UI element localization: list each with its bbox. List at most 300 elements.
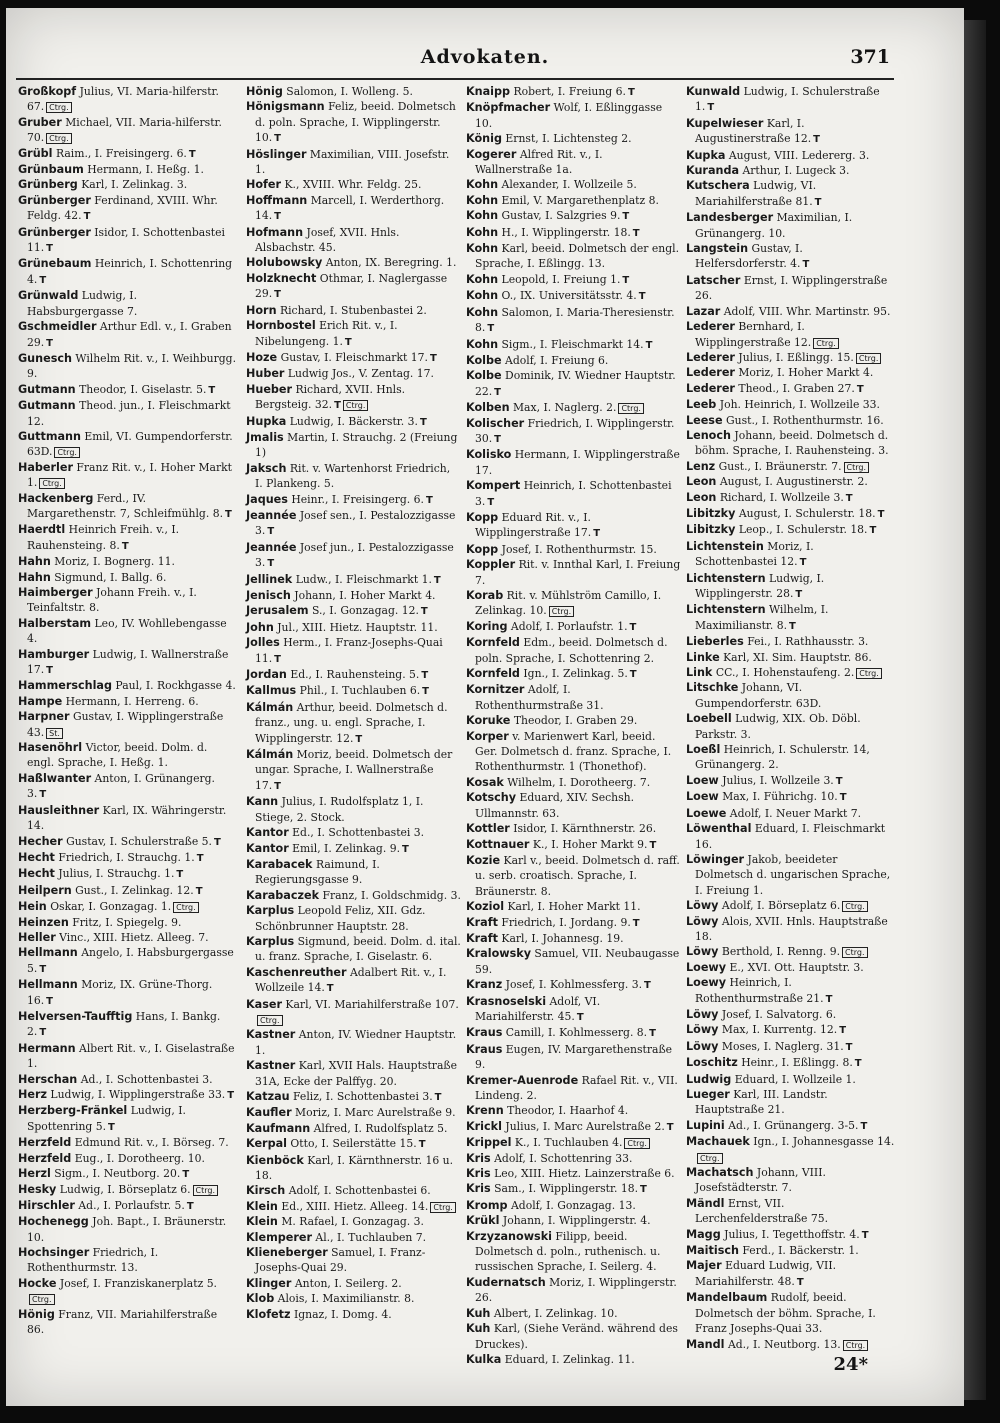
entry-details: Johann, I. Hoher Markt 4. <box>294 589 436 602</box>
entry-surname: Klofetz <box>246 1307 291 1321</box>
entry-details: August, I. Schulerstr. 18. <box>738 506 876 520</box>
directory-entry <box>246 1058 461 1089</box>
entry-details: Julius, I. Eßlingg. 15. <box>738 350 854 364</box>
directory-entry <box>246 857 461 888</box>
entry-details: Emil, VI. Gumpendorferstr. 63D. <box>27 429 233 459</box>
directory-entry <box>18 803 236 834</box>
telephone-mark: T <box>344 336 352 348</box>
entry-surname: Kálmán <box>246 748 294 762</box>
entry-surname: Kallmus <box>246 684 297 698</box>
entry-surname: Koppler <box>466 558 516 572</box>
directory-entry <box>18 945 236 977</box>
directory-entry <box>686 116 896 148</box>
entry-surname: Hellmann <box>18 946 78 960</box>
entry-details: Wilhelm, I. Dorotheerg. 7. <box>507 775 651 789</box>
entry-surname: Klieneberger <box>246 1246 328 1260</box>
directory-entry <box>466 1119 681 1135</box>
directory-entry <box>18 930 236 945</box>
entry-surname: Lueger <box>686 1088 730 1101</box>
entry-details: CC., I. Hohenstaufeng. 2. <box>715 666 855 680</box>
entry-surname: Kohn <box>466 337 499 351</box>
entry-surname: Kris <box>466 1167 491 1181</box>
directory-entry <box>466 713 681 728</box>
entry-surname: Hesky <box>18 1183 57 1197</box>
directory-entry <box>466 931 681 946</box>
entry-surname: Hammerschlag <box>18 679 112 693</box>
telephone-mark: T <box>860 1120 868 1132</box>
directory-entry <box>466 666 681 682</box>
entry-details: Ferd., IV. Margarethenstr. 7, Schleifmühlg. 8. <box>27 491 224 520</box>
entry-surname: Kuh <box>466 1306 491 1320</box>
entry-details: Otto, I. Seilerstätte 15. <box>290 1137 417 1151</box>
directory-entry <box>18 429 236 460</box>
entry-surname: Link <box>686 666 713 680</box>
entry-details: Adolf, I. Neuer Markt 7. <box>729 806 862 820</box>
entry-surname: Linke <box>686 650 720 664</box>
entry-surname: Hein <box>18 900 47 914</box>
telephone-mark: T <box>422 686 429 698</box>
entry-details: Gustav, I. Helfersdorferstr. 4. <box>695 242 803 271</box>
entry-surname: Kantor <box>246 826 289 840</box>
entry-details: Karl, XVII Hals. Hauptstraße 31A, Ecke der Palffyg. 20. <box>255 1059 458 1088</box>
entry-details: Emil, V. Margarethenplatz 8. <box>501 193 659 207</box>
registry-badge: Ctrg. <box>842 947 868 958</box>
entry-surname: Machatsch <box>686 1166 754 1180</box>
directory-entry <box>246 572 461 588</box>
entry-surname: Heilpern <box>18 883 72 897</box>
entry-surname: Kraus <box>466 1026 503 1040</box>
entry-surname: Kolbe <box>466 353 502 367</box>
registry-badge: Ctrg. <box>842 901 868 912</box>
entry-surname: Kupka <box>686 148 726 162</box>
directory-entry <box>686 459 896 474</box>
entry-surname: Hueber <box>246 382 293 396</box>
entry-details: Ad., I. Grünangerg. 3-5. <box>728 1118 859 1132</box>
telephone-mark: T <box>108 1121 115 1133</box>
directory-entry <box>686 241 896 273</box>
directory-entry <box>686 148 896 163</box>
directory-entry <box>246 99 461 146</box>
telephone-mark: T <box>861 1229 869 1241</box>
directory-entry <box>686 506 896 522</box>
entry-details: Josef jun., I. Pestalozzigasse 3. <box>255 540 454 570</box>
directory-entry <box>686 1072 896 1087</box>
entry-details: Ferd., I. Bäckerstr. 1. <box>742 1244 859 1258</box>
directory-entry <box>18 522 236 554</box>
telephone-mark: T <box>813 134 820 146</box>
entry-surname: Kolischer <box>466 416 525 430</box>
telephone-mark: T <box>326 983 334 995</box>
entry-surname: Hasenöhrl <box>18 741 83 755</box>
entry-details: Isidor, I. Kärnthnerstr. 26. <box>513 822 657 836</box>
entry-details: Herm., I. Franz-Josephs-Quai 11. <box>255 636 443 665</box>
entry-surname: Kremer-Auenrode <box>466 1073 579 1087</box>
entry-surname: Klob <box>246 1292 275 1306</box>
entry-details: Leo, XIII. Hietz. Lainzerstraße 6. <box>494 1167 675 1181</box>
entry-surname: Hampe <box>18 694 63 708</box>
entry-surname: Katzau <box>246 1090 290 1103</box>
entry-details: Al., I. Tuchlauben 7. <box>315 1230 427 1244</box>
telephone-mark: T <box>877 508 885 520</box>
telephone-mark: T <box>39 1027 47 1039</box>
entry-details: Oskar, I. Gonzagag. 1. <box>50 900 172 914</box>
registry-badge: Ctrg. <box>813 338 839 349</box>
directory-entry <box>686 806 896 821</box>
entry-details: Marcell, I. Werderthorg. 14. <box>255 193 445 223</box>
entry-surname: Kraft <box>466 915 498 929</box>
registry-badge: Ctrg. <box>343 400 369 411</box>
directory-entry <box>246 193 461 225</box>
directory-entry <box>246 147 461 178</box>
entry-surname: Langstein <box>686 242 749 256</box>
entry-details: Jakob, beeideter Dolmetsch d. ungarischen Sprache, I. Freiung 1. <box>695 852 891 897</box>
entry-surname: Hamburger <box>18 647 90 661</box>
entry-surname: Kopp <box>466 510 499 524</box>
directory-entry <box>686 381 896 397</box>
directory-entry <box>686 634 896 649</box>
entry-details: Wilhelm, I. Maximilianstr. 8. <box>695 603 829 632</box>
directory-entry <box>18 382 236 398</box>
entry-details: Moriz, I. Marc Aurelstraße 9. <box>295 1106 456 1120</box>
directory-entry <box>246 1276 461 1291</box>
entry-surname: Kuh <box>466 1322 491 1336</box>
telephone-mark: T <box>267 526 275 538</box>
telephone-mark: T <box>196 852 204 864</box>
entry-details: H., I. Wipplingerstr. 18. <box>501 225 631 239</box>
directory-entry <box>246 303 461 318</box>
entry-surname: Grünebaum <box>18 257 92 271</box>
entry-details: Ad., I. Neutborg. 13. <box>727 1337 841 1351</box>
entry-details: Moriz, I. Wipplingerstr. 26. <box>475 1275 677 1305</box>
telephone-mark: T <box>213 836 221 848</box>
directory-entry <box>686 1055 896 1071</box>
directory-entry <box>686 742 896 773</box>
entry-details: Michael, VII. Maria-hilferstr. 70. <box>27 115 222 145</box>
directory-entry <box>18 1072 236 1087</box>
entry-details: Adolf, I. Börseplatz 6. <box>721 899 841 913</box>
directory-entry <box>18 1041 236 1072</box>
entry-details: Moriz, IX. Grüne-Thorg. 16. <box>27 978 213 1007</box>
entry-surname: Kuranda <box>686 164 740 178</box>
entry-details: Johann, VI. Gumpendorferstr. 63D. <box>695 681 822 710</box>
telephone-mark: T <box>845 1041 853 1053</box>
entry-surname: Korab <box>466 589 504 602</box>
entry-details: Maximilian, I. Grünangerg. 10. <box>695 211 853 240</box>
entry-details: Franz, VII. Mariahilferstraße 86. <box>27 1307 218 1337</box>
telephone-mark: T <box>274 133 281 145</box>
entry-details: Karl, XI. Sim. Hauptstr. 86. <box>723 650 872 664</box>
entry-surname: Jmalis <box>246 430 284 444</box>
entry-details: Ign., I. Zelinkag. 5. <box>523 667 628 681</box>
entry-surname: Herschan <box>18 1072 78 1086</box>
telephone-mark: T <box>419 416 427 428</box>
entry-surname: Hoze <box>246 350 278 364</box>
directory-entry <box>18 1245 236 1276</box>
entry-surname: Leon <box>686 475 717 489</box>
directory-entry <box>18 398 236 429</box>
entry-details: Karl, I. Zelinkag. 3. <box>81 178 188 192</box>
entry-details: Joh. Heinrich, I. Wollzeile 33. <box>719 398 880 412</box>
directory-entry <box>466 177 681 192</box>
entry-details: Salomon, I. Wolleng. 5. <box>286 85 413 98</box>
entry-surname: Jaques <box>246 492 288 506</box>
directory-entry <box>686 474 896 489</box>
entry-surname: Krippel <box>466 1136 512 1150</box>
registry-badge: Ctrg. <box>549 606 575 617</box>
directory-entry <box>466 977 681 993</box>
directory-entry <box>466 1135 681 1150</box>
telephone-mark: T <box>274 653 281 665</box>
entry-details: Ad., I. Schottenbastei 3. <box>80 1072 213 1086</box>
directory-entry <box>246 350 461 366</box>
entry-details: Ludwig Jos., V. Zentag. 17. <box>287 367 434 381</box>
directory-entry <box>18 146 236 162</box>
entry-surname: Heller <box>18 930 56 944</box>
entry-surname: Löwinger <box>686 852 745 866</box>
directory-entry <box>686 1227 896 1243</box>
directory-entry <box>246 1136 461 1152</box>
directory-entry <box>466 682 681 713</box>
telephone-mark: T <box>814 196 822 208</box>
entry-surname: Löwy <box>686 945 719 959</box>
directory-entry <box>686 852 896 898</box>
directory-entry <box>246 540 461 572</box>
entry-surname: Jolles <box>246 636 280 650</box>
entry-details: Karl v., beeid. Dolmetsch d. raff. u. serb. croatisch. Sprache, I. Bräunerstr. 8. <box>475 853 680 898</box>
directory-entry <box>246 177 461 192</box>
entry-details: Gust., I. Bräunerstr. 7. <box>718 459 842 473</box>
entry-details: August, I. Augustinerstr. 2. <box>719 475 868 489</box>
telephone-mark: T <box>856 383 864 395</box>
telephone-mark: T <box>420 606 428 618</box>
directory-entry <box>466 84 681 100</box>
telephone-mark: T <box>640 1184 647 1196</box>
telephone-mark: T <box>46 665 53 677</box>
entry-details: K., I. Tuchlauben 4. <box>514 1136 623 1150</box>
entry-details: Camill, I. Kohlmesserg. 8. <box>505 1026 648 1040</box>
telephone-mark: T <box>854 1058 862 1070</box>
entry-surname: Litschke <box>686 681 739 695</box>
entry-details: Hermann, I. Wipplingerstraße 17. <box>475 448 680 477</box>
entry-details: Adalbert Rit. v., I. Wollzeile 14. <box>255 965 447 995</box>
entry-surname: Halberstam <box>18 616 92 630</box>
entry-details: Sigmund, beeid. Dolm. d. ital. u. franz. Sprache, I. Giselastr. 6. <box>255 934 461 964</box>
directory-entry <box>686 975 896 1007</box>
directory-entry <box>466 272 681 288</box>
entry-details: Gustav, I. Wipplingerstraße 43. <box>27 710 224 739</box>
entry-details: Adolf, VIII. Whr. Martinstr. 95. <box>723 304 891 318</box>
telephone-mark: T <box>632 227 640 239</box>
entry-details: Hans, I. Bankg. 2. <box>27 1009 221 1039</box>
telephone-mark: T <box>707 102 715 114</box>
entry-details: Ad., I. Porlaufstr. 5. <box>78 1198 185 1212</box>
telephone-mark: T <box>666 1121 674 1133</box>
telephone-mark: T <box>83 211 91 223</box>
entry-details: Robert, I. Freiung 6. <box>513 85 626 98</box>
telephone-mark: T <box>487 496 495 508</box>
telephone-mark: T <box>46 337 53 349</box>
directory-entry <box>246 382 461 414</box>
entry-details: Martin, I. Strauchg. 2 (Freiung 1) <box>255 430 458 460</box>
entry-surname: Kompert <box>466 479 521 493</box>
entry-surname: Kastner <box>246 1028 296 1042</box>
directory-entry <box>18 225 236 257</box>
entry-surname: Gschmeidler <box>18 320 97 334</box>
directory-entry <box>246 1027 461 1058</box>
entry-details: Eugen, IV. Margarethenstraße 9. <box>475 1042 673 1072</box>
entry-surname: Haimberger <box>18 586 93 599</box>
registry-badge: Ctrg. <box>856 668 882 679</box>
entry-details: Adolf, I. Schottenring 33. <box>494 1151 633 1165</box>
entry-surname: Jeannée <box>246 508 297 522</box>
directory-entry <box>686 680 896 711</box>
directory-entry <box>466 1073 681 1104</box>
entry-details: Feliz, beeid. Dolmetsch d. poln. Sprache, I. Wipplingerstr. 10. <box>255 100 456 145</box>
directory-entry <box>466 416 681 448</box>
entry-surname: Kupelwieser <box>686 116 764 130</box>
directory-entry <box>18 899 236 914</box>
telephone-mark: T <box>638 291 646 303</box>
entry-surname: Hocke <box>18 1276 57 1290</box>
entry-details: Julius, I. Tegetthoffstr. 4. <box>724 1227 860 1241</box>
entry-surname: Lenz <box>686 459 716 473</box>
entry-surname: Hönigsmann <box>246 100 325 114</box>
entry-surname: Löwy <box>686 1039 719 1053</box>
entry-surname: Hecht <box>18 850 55 864</box>
directory-entry <box>246 225 461 256</box>
entry-details: Richard, XVII. Hnls. Bergsteig. 32. <box>255 382 406 412</box>
entry-surname: Lederer <box>686 366 735 380</box>
entry-surname: Lichtenstern <box>686 571 766 585</box>
entry-surname: Kosak <box>466 775 504 789</box>
directory-entry <box>686 539 896 571</box>
entry-details: Victor, beeid. Dolm. d. engl. Sprache, I. Heßg. 1. <box>27 741 208 770</box>
entry-surname: Loebell <box>686 712 732 726</box>
directory-entry <box>466 1151 681 1166</box>
entry-details: Gustav, I. Salzgries 9. <box>501 209 621 223</box>
entry-details: Ludwig, I. Wipplingerstr. 28. <box>695 571 825 600</box>
directory-entry <box>686 490 896 506</box>
directory-entry <box>18 115 236 146</box>
telephone-mark: T <box>799 557 807 569</box>
entry-surname: Krasnoselski <box>466 994 547 1008</box>
directory-entry <box>246 683 461 699</box>
directory-entry <box>466 241 681 272</box>
entry-details: Sam., I. Wipplingerstr. 18. <box>494 1182 639 1196</box>
directory-entry <box>246 508 461 540</box>
column-4 <box>686 84 896 1352</box>
entry-details: Fei., I. Rathhausstr. 3. <box>747 635 869 649</box>
entry-details: Ferdinand, XVIII. Whr. Feldg. 42. <box>27 193 218 223</box>
entry-details: Erich Rit. v., I. Nibelungeng. 1. <box>255 319 398 348</box>
page-number: 371 <box>850 46 890 68</box>
entry-details: Leo, IV. Wohllebengasse 4. <box>27 616 227 646</box>
telephone-mark: T <box>176 869 184 881</box>
directory-entry <box>18 491 236 523</box>
entry-details: Eug., I. Dorotheerg. 10. <box>74 1151 205 1165</box>
entry-surname: Loewy <box>686 960 727 974</box>
entry-details: Max, I. Führichg. 10. <box>722 790 838 804</box>
telephone-mark: T <box>622 211 630 223</box>
entry-surname: Korper <box>466 729 509 743</box>
telephone-mark: T <box>645 339 653 351</box>
entry-surname: Kann <box>246 795 279 809</box>
directory-entry <box>18 351 236 382</box>
entry-surname: Kutschera <box>686 179 750 193</box>
directory-entry <box>466 368 681 400</box>
directory-entry <box>466 147 681 178</box>
entry-surname: Herzfeld <box>18 1136 72 1150</box>
entry-details: Theod., I. Graben 27. <box>738 381 855 395</box>
entry-surname: Kohn <box>466 209 499 223</box>
directory-entry <box>686 304 896 319</box>
entry-details: Adolf, I. Freiung 6. <box>505 353 609 367</box>
entry-details: Leopold, I. Freiung 1. <box>501 272 621 286</box>
telephone-mark: T <box>225 508 232 520</box>
entry-surname: Latscher <box>686 273 741 287</box>
directory-entry <box>466 729 681 775</box>
entry-surname: Horn <box>246 303 277 317</box>
entry-surname: Lederer <box>686 320 735 334</box>
entry-surname: Jordan <box>246 668 287 682</box>
directory-entry <box>18 1276 236 1307</box>
entry-details: Anton, IV. Wiedner Hauptstr. 1. <box>255 1028 457 1057</box>
entry-surname: Hönig <box>246 85 283 98</box>
entry-surname: Hofer <box>246 178 282 192</box>
entry-details: Heinrich, I. Schottenbastei 3. <box>475 479 672 508</box>
entry-details: Arthur, I. Lugeck 3. <box>742 164 850 178</box>
directory-entry <box>18 319 236 351</box>
directory-entry <box>246 492 461 508</box>
entry-details: Hermann, I. Herreng. 6. <box>65 694 199 708</box>
entry-surname: Grünberger <box>18 193 91 207</box>
directory-entry <box>686 1087 896 1118</box>
registry-badge: Ctrg. <box>29 1294 55 1305</box>
entry-details: Julius, I. Marc Aurelstraße 2. <box>505 1119 665 1133</box>
entry-surname: Höslinger <box>246 147 307 161</box>
entry-surname: Helversen-Taufftig <box>18 1009 133 1023</box>
entry-surname: Majer <box>686 1259 722 1273</box>
entry-details: Ign., I. Johannesgasse 14. <box>753 1135 895 1149</box>
directory-entry <box>246 461 461 492</box>
telephone-mark: T <box>796 1276 804 1288</box>
entry-surname: Hornbostel <box>246 319 316 333</box>
directory-entry <box>18 162 236 177</box>
directory-entry <box>466 837 681 853</box>
entry-details: Julius, VI. Maria-hilferstr. 67. <box>27 85 219 114</box>
registry-badge: Ctrg. <box>624 1138 650 1149</box>
entry-details: Moriz, I. Schottenbastei 12. <box>695 539 814 569</box>
directory-entry <box>246 588 461 603</box>
directory-entry <box>18 1198 236 1214</box>
directory-entry <box>246 1214 461 1229</box>
registry-badge: Ctrg. <box>173 902 199 913</box>
entry-surname: Kraus <box>466 1042 503 1056</box>
directory-entry <box>18 460 236 491</box>
entry-surname: Hönig <box>18 1307 55 1321</box>
directory-entry <box>686 1258 896 1290</box>
entry-details: Theodor, I. Graben 29. <box>513 714 638 728</box>
entry-details: Ludw., I. Fleischmarkt 1. <box>295 572 432 586</box>
entry-details: Ignaz, I. Domg. 4. <box>293 1307 392 1321</box>
entry-surname: Huber <box>246 367 285 381</box>
telephone-mark: T <box>429 352 437 364</box>
entry-surname: Löwy <box>686 1023 719 1037</box>
entry-details: Jul., XIII. Hietz. Hauptstr. 11. <box>277 620 438 634</box>
telephone-mark: T <box>839 1025 847 1037</box>
directory-entry <box>466 1306 681 1321</box>
telephone-mark: T <box>629 621 637 633</box>
